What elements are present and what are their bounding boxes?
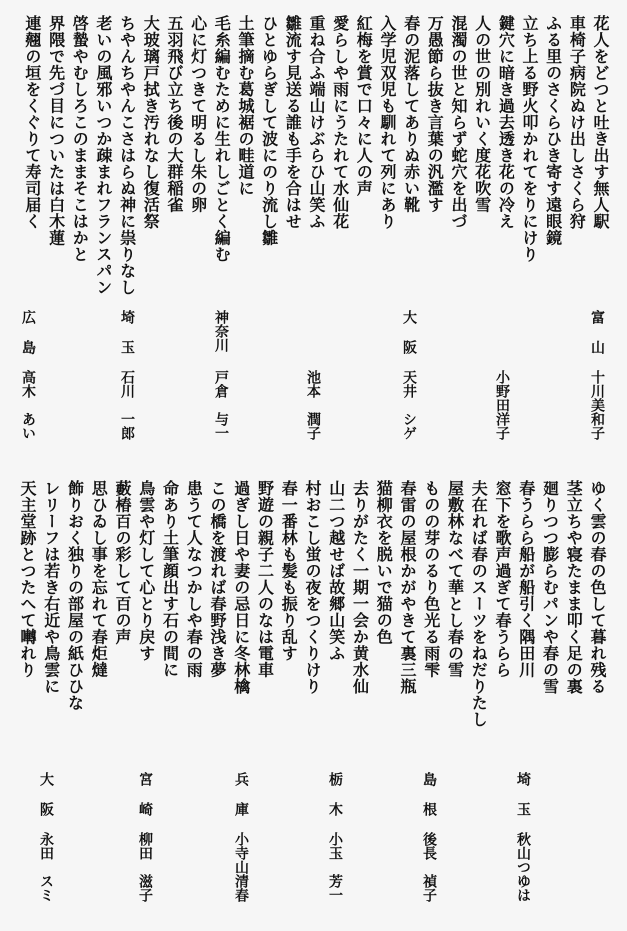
author-prefecture: 大阪 [401,310,417,370]
haiku-column: 村おこし蛍の夜をつくりけり [303,480,322,695]
haiku-column: 春うらら船が船引く隅田川 [516,480,536,678]
author-name: 後長 禎子 [421,832,437,902]
haiku-column: 屋敷林なべて華とし春の雪 [445,480,465,678]
author-prefecture: 島根 [421,772,437,832]
author-name: 小野田洋子 [494,370,510,440]
haiku-column: 毛糸編むために生れしごとく編む [212,15,232,263]
haiku-column: 啓蟄やむしろこのままそこはかと [70,15,90,263]
haiku-column: 猫柳衣を脱いで猫の色 [374,480,394,645]
haiku-column: 立ち上る野火叩かれてをりにけり [519,15,539,263]
author-prefecture: 兵庫 [233,772,249,832]
haiku-column: 命あり土筆顔出す石の間に [160,480,180,678]
haiku-column: 入学児双児も馴れて列にあり [377,15,397,230]
haiku-column: 野遊の親子二人のなは電車 [255,480,275,678]
haiku-column: 茎立ちや寝たまま叩く足の裏 [564,480,584,695]
haiku-column: 春一番林も髪も振り乱す [279,480,299,662]
author-prefecture: 埼玉 [515,772,531,832]
author-name: 秋山つゆは [515,832,531,902]
author-name: 石川 一郎 [119,370,135,440]
haiku-column: 患うて人なつかしや春の雨 [184,480,204,678]
haiku-column: 連翹の垣をくぐりて寿司届く [22,15,42,230]
haiku-column: 愛らしや雨にうたれて水仙花 [330,15,350,230]
author-name: 池本 潤子 [305,370,321,440]
author-name: 永田 スミ [38,832,54,902]
haiku-column: 春の泥落してありぬ赤い靴 [401,15,421,213]
haiku-column: この橋を渡れば春野浅き夢 [208,480,227,678]
haiku-column: ちやんちやんこさはらぬ神に祟りなし [117,15,137,296]
haiku-column: ゆく雲の春の色して暮れ残る [588,480,607,695]
haiku-column: ふる里のさくらひき寄す遠眼鏡 [543,15,563,246]
haiku-column: 思ひゐし事を忘れて春炬燵 [89,480,109,678]
haiku-column: 飾りおく独りの部屋の紙ひひな [65,480,85,711]
haiku-column: 過ぎし日や妻の忌日に冬林檎 [231,480,251,695]
author-name: 高木 あい [20,370,36,440]
haiku-column: 人の世の別れいく度花吹雪 [472,15,492,213]
haiku-column: 心に灯つきて明るし朱の卵 [188,15,208,213]
author-prefecture: 神奈川 [213,310,229,352]
author-prefecture: 栃木 [327,772,343,832]
haiku-column: 花人をどつと吐き出す無人駅 [591,15,610,230]
haiku-column: 春雷の屋根かがやきて裏三瓶 [398,480,417,695]
author-prefecture: 富山 [589,310,605,370]
haiku-column: 鍵穴に暗き過去透き花の冷え [496,15,516,230]
author-name: 小寺山清春 [233,832,249,902]
author-name: 天井 シゲ [401,370,417,440]
haiku-column: 五羽飛び立ち後の大群稲雀 [164,15,184,213]
haiku-column: 天主堂跡とつたへて囀れり [18,480,37,678]
haiku-column: 大玻璃戸拭き汚れなし復活祭 [141,15,161,230]
author-name: 小玉 芳一 [327,832,343,902]
haiku-column: ひとゆらぎして波にのり流し雛 [259,15,279,246]
haiku-column: 窓下を歌声過ぎて春うらら [493,480,512,678]
haiku-column: 混濁の世と知らず蛇穴を出づ [448,15,468,230]
haiku-column: 夫在れば春のスーツをねだりたし [469,480,489,728]
haiku-column: 藪椿百の彩して百の声 [113,480,132,645]
author-name: 十川美和子 [589,370,605,440]
haiku-column: 老いの風邪いつか疎まれフランスパン [93,15,113,296]
haiku-column: 雛流す見送る誰も手を合はせ [283,15,303,230]
author-prefecture: 宮崎 [137,772,153,832]
author-name: 戸倉 与一 [213,370,229,440]
haiku-column: 万愚節ら抜き言葉の汎濫す [425,15,445,213]
author-prefecture: 埼玉 [119,310,135,370]
haiku-column: レリーフは若き右近や鳥雲に [41,480,61,695]
haiku-column: 山二つ越せば故郷山笑ふ [326,480,346,662]
haiku-column: 界隈で先づ目についたは白木蓮 [46,15,66,246]
author-name: 柳田 滋子 [137,832,153,902]
haiku-column: 重ね合ふ端山けぶらひ山笑ふ [306,15,326,230]
haiku-column: ものの芽のるり色光る雨雫 [421,480,441,678]
author-prefecture: 広島 [20,310,36,370]
haiku-column: 去りがたく一期一会か黄水仙 [350,480,370,695]
haiku-column: 土筆摘む葛城裾の畦道に [235,15,255,197]
haiku-column: 鳥雲や灯して心とり戻す [136,480,156,662]
haiku-column: 紅梅を賞で口々に人の声 [354,15,374,197]
haiku-column: 廻りつつ膨らむパンや春の雪 [540,480,560,695]
author-prefecture: 大阪 [38,772,54,832]
haiku-column: 車椅子病院ぬけ出しさくら狩 [567,15,587,230]
